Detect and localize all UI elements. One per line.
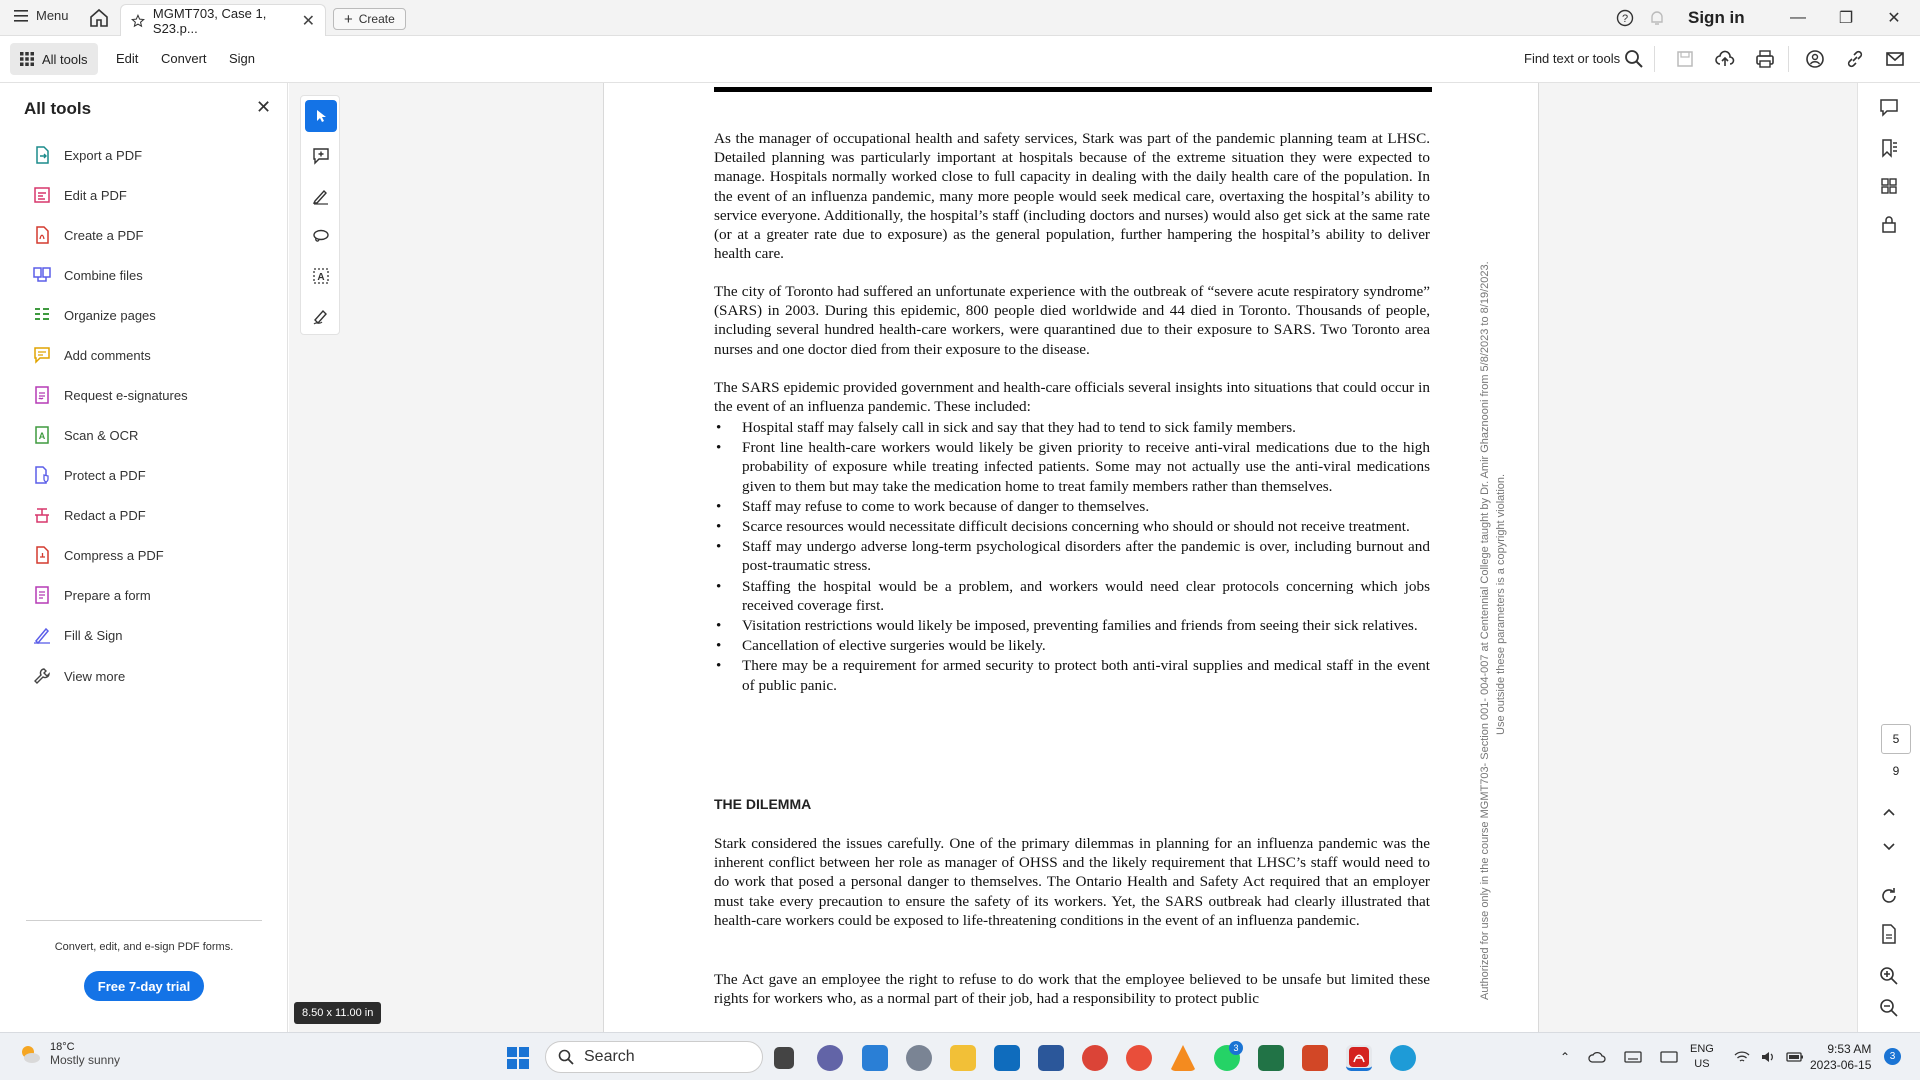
volume-icon xyxy=(1760,1050,1776,1064)
outlook-icon[interactable] xyxy=(994,1045,1020,1071)
help-icon[interactable] xyxy=(1616,9,1634,27)
temperature: 18°C xyxy=(50,1041,75,1053)
chrome-icon[interactable] xyxy=(1082,1045,1108,1071)
windows-start-icon[interactable] xyxy=(505,1045,531,1071)
tool-protect-pdf[interactable] xyxy=(32,463,146,487)
tool-label: Organize pages xyxy=(64,307,156,323)
menu-convert[interactable]: Convert xyxy=(161,51,207,66)
tool-label: Compress a PDF xyxy=(64,547,164,563)
page-number-input[interactable]: 5 xyxy=(1881,724,1911,754)
display-icon[interactable] xyxy=(1660,1050,1678,1064)
organize-pages-icon xyxy=(32,305,52,325)
clock-time: 9:53 AM xyxy=(1827,1042,1872,1056)
create-label: Create xyxy=(358,12,395,26)
all-tools-panel xyxy=(0,83,288,1033)
list-item: • Staff may undergo adverse long-term psychological disorders after the pandemic is over, including burnout and post-traumatic stress. xyxy=(714,537,1430,575)
language-code: ENG xyxy=(1690,1043,1714,1055)
tool-compress-pdf[interactable] xyxy=(32,543,164,567)
document-tab[interactable] xyxy=(120,4,326,36)
create-button[interactable] xyxy=(333,8,406,30)
redact-pdf-icon xyxy=(32,505,52,525)
view-more-link[interactable] xyxy=(32,664,125,688)
search-icon[interactable] xyxy=(1623,48,1645,70)
plus-icon: + xyxy=(344,10,353,28)
insights-list xyxy=(714,418,1430,695)
thumbnails-icon[interactable] xyxy=(1878,175,1900,197)
panel-divider xyxy=(26,920,262,921)
watermark-line-1: Authorized for use only in the course MGMT703- Section 001- 004-007 at Centennial College taught by Dr. Amir Ghaznooni from 5/8/2023 to 8/19/2023. xyxy=(1479,261,1491,1000)
partly-sunny-icon xyxy=(18,1042,42,1066)
battery-icon xyxy=(1786,1050,1804,1064)
tool-combine-files[interactable] xyxy=(32,263,143,287)
acrobat-active-icon[interactable] xyxy=(1346,1045,1372,1071)
quick-tools-strip xyxy=(300,95,340,335)
fill-sign-icon xyxy=(32,625,52,645)
zoom-in-icon[interactable] xyxy=(1878,965,1900,987)
paragraph-4: Stark considered the issues carefully. One of the primary dilemmas in planning for an influenza pandemic was the inherent conflict between her role as manager of OHSS and the likely requirement that LHSC’s staff would need to do work that posed a personal danger to themselves. The Ontario Health and Safety Act required that an employer must take every precaution to ensure the safety of its workers. Yet, the SARS outbreak had clearly illustrated that health-care workers could be exposed to life-threatening conditions in the event of an influenza pandemic. xyxy=(714,835,1430,929)
list-item: • Front line health-care workers would likely be given priority to receive anti-viral medications due to the high probability of exposure while treating infected patients. Some may not actually use the anti-viral medications given to them but may take the medication home to treat family members rather than themselves. xyxy=(714,438,1430,496)
signature-pen-icon xyxy=(312,307,330,325)
toolbar-divider xyxy=(1654,46,1655,72)
watermark-line-2: Use outside these parameters is a copyright violation. xyxy=(1495,473,1507,735)
prepare-form-icon xyxy=(32,585,52,605)
onedrive-icon[interactable] xyxy=(1588,1050,1606,1064)
select-tool-button[interactable] xyxy=(305,100,337,132)
region-code: US xyxy=(1694,1058,1710,1070)
paragraph-1: As the manager of occupational health and safety services, Stark was part of the pandemic planning team at LHSC. Detailed planning was particularly important at hospitals because of the extreme situation they were expected to manage. Hospitals normally worked close to full capacity in dealing with the daily health care of the population. In the event of an influenza pandemic, many more people would seek medical care, overtaxing the hospital’s ability to service everyone. Additionally, the hospital’s staff (including doctors and nurses) would also get sick at the same rate (or at a greater rate due to exposure) as the general population, further hampering the hospital’s ability to deliver health care. xyxy=(714,130,1430,263)
tool-label: Create a PDF xyxy=(64,227,144,243)
rotate-icon[interactable] xyxy=(1878,885,1900,907)
tab-close-icon[interactable]: ✕ xyxy=(301,12,315,30)
pdf-page xyxy=(603,83,1539,1033)
tool-label: Prepare a form xyxy=(64,587,151,603)
highlight-tool-button[interactable] xyxy=(305,180,337,212)
lock-icon[interactable] xyxy=(1878,213,1900,235)
svg-text:?: ? xyxy=(1621,13,1629,25)
add-comment-tool-button[interactable] xyxy=(305,140,337,172)
tool-add-comments[interactable] xyxy=(32,343,151,367)
request-esignatures-icon xyxy=(32,385,52,405)
tool-edit-pdf[interactable] xyxy=(32,183,127,207)
section-heading: THE DILEMMA xyxy=(714,796,812,812)
tool-export-pdf[interactable] xyxy=(32,143,142,167)
combine-files-icon xyxy=(32,265,52,285)
whatsapp-badge: 3 xyxy=(1229,1041,1243,1055)
status-icons[interactable] xyxy=(1734,1033,1804,1081)
restore-button[interactable]: ❐ xyxy=(1838,10,1854,27)
tool-organize-pages[interactable] xyxy=(32,303,156,327)
svg-text:A: A xyxy=(38,431,46,441)
free-trial-button[interactable]: Free 7-day trial xyxy=(84,971,204,1001)
page-header-rule xyxy=(714,87,1432,92)
taskbar-search[interactable] xyxy=(545,1041,763,1073)
widgets-icon[interactable] xyxy=(862,1045,888,1071)
tool-label: Edit a PDF xyxy=(64,187,127,203)
all-tools-label: All tools xyxy=(42,51,88,67)
excel-icon[interactable] xyxy=(1258,1045,1284,1071)
system-tray xyxy=(1560,1033,1678,1081)
link-icon[interactable] xyxy=(1844,48,1866,70)
wifi-icon xyxy=(1734,1050,1750,1064)
panel-title: All tools xyxy=(24,99,92,118)
sign-in-button[interactable]: Sign in xyxy=(1688,8,1745,27)
all-tools-button[interactable] xyxy=(10,43,98,75)
tool-redact-pdf[interactable] xyxy=(32,503,146,527)
sign-tool-button[interactable] xyxy=(305,300,337,332)
bookmarks-icon[interactable] xyxy=(1878,137,1900,159)
right-rail xyxy=(1857,83,1920,1033)
star-icon[interactable] xyxy=(131,13,145,29)
svg-text:A: A xyxy=(317,272,325,283)
draw-tool-button[interactable] xyxy=(305,220,337,252)
add-comments-icon xyxy=(32,345,52,365)
tool-label: Export a PDF xyxy=(64,147,143,163)
list-item: • Cancellation of elective surgeries would be likely. xyxy=(714,636,1430,655)
search-icon xyxy=(558,1049,574,1065)
task-view-icon[interactable] xyxy=(774,1047,794,1069)
protect-pdf-icon xyxy=(32,465,52,485)
print-icon[interactable] xyxy=(1754,48,1776,70)
page-view-icon[interactable] xyxy=(1878,923,1900,945)
title-bar xyxy=(0,0,1920,36)
file-explorer-icon[interactable] xyxy=(950,1045,976,1071)
menu-label: Menu xyxy=(36,8,69,23)
chevron-down-icon[interactable] xyxy=(1878,835,1900,857)
edge-icon[interactable] xyxy=(1390,1045,1416,1071)
input-language[interactable] xyxy=(1690,1042,1714,1072)
hamburger-icon xyxy=(14,10,28,22)
tool-fill-sign[interactable] xyxy=(32,623,123,647)
menu-sign[interactable]: Sign xyxy=(229,51,256,66)
find-text-button[interactable]: Find text or tools xyxy=(1524,51,1621,66)
email-icon[interactable] xyxy=(1884,48,1906,70)
save-icon[interactable] xyxy=(1674,48,1696,70)
upload-cloud-icon[interactable] xyxy=(1714,48,1736,70)
weather-condition: Mostly sunny xyxy=(50,1053,121,1067)
chevron-up-icon[interactable] xyxy=(1878,801,1900,823)
view-more-label: View more xyxy=(64,668,126,684)
menu-button[interactable] xyxy=(14,8,69,23)
tool-label: Add comments xyxy=(64,347,151,363)
menu-edit[interactable]: Edit xyxy=(116,51,139,66)
paragraph-3: The SARS epidemic provided government and health-care officials several insights into situations that could occur in the event of an influenza pandemic. These included: xyxy=(714,379,1430,416)
tab-title: MGMT703, Case 1, S23.p... xyxy=(152,5,267,36)
list-item: • Staffing the hospital would be a problem, and workers would need clear protocols concerning which jobs received coverage first. xyxy=(714,577,1430,615)
compress-pdf-icon xyxy=(32,545,52,565)
settings-icon[interactable] xyxy=(906,1045,932,1071)
wrench-icon xyxy=(32,666,52,686)
close-window-button[interactable]: ✕ xyxy=(1887,10,1901,27)
comment-plus-icon xyxy=(312,147,330,165)
grid-icon xyxy=(20,52,34,66)
tool-scan-ocr[interactable] xyxy=(32,423,138,447)
close-panel-icon[interactable]: ✕ xyxy=(256,97,272,117)
list-item: • Visitation restrictions would likely be imposed, preventing families and friends from seeing their sick relatives. xyxy=(714,616,1430,635)
tool-label: Redact a PDF xyxy=(64,507,146,523)
home-icon[interactable] xyxy=(88,7,110,29)
notification-count-badge[interactable]: 3 xyxy=(1884,1048,1901,1065)
powerpoint-icon[interactable] xyxy=(1302,1045,1328,1071)
clock-date: 2023-06-15 xyxy=(1810,1058,1872,1072)
lasso-icon xyxy=(312,227,330,245)
tool-label: Fill & Sign xyxy=(64,627,123,643)
tool-label: Request e-signatures xyxy=(64,387,188,403)
app-icon[interactable] xyxy=(1126,1045,1152,1071)
tool-label: Protect a PDF xyxy=(64,467,146,483)
acrobat-icon xyxy=(1346,1045,1372,1069)
tool-label: Combine files xyxy=(64,267,143,283)
windows-taskbar xyxy=(0,1032,1920,1080)
search-label: Search xyxy=(584,1048,635,1065)
zoom-out-icon[interactable] xyxy=(1878,997,1900,1019)
toolbar-divider xyxy=(1788,46,1789,72)
notification-bell-icon[interactable] xyxy=(1648,9,1666,27)
scan-ocr-icon xyxy=(32,425,52,445)
system-clock[interactable] xyxy=(1810,1041,1871,1073)
promo-text: Convert, edit, and e-sign PDF forms. xyxy=(54,941,234,953)
paragraph-2: The city of Toronto had suffered an unfortunate experience with the outbreak of “severe acute respiratory syndrome” (SARS) in 2003. During this epidemic, 800 people died worldwide and 44 died in Toronto. Thousands of people, including several hundred health-care workers, were quarantined due to their exposure to SARS. Two Toronto area nurses and one doctor died from their exposure to the disease. xyxy=(714,283,1430,358)
tool-prepare-form[interactable] xyxy=(32,583,151,607)
chevron-up-icon[interactable]: ⌃ xyxy=(1560,1050,1571,1064)
text-select-tool-button[interactable] xyxy=(305,260,337,292)
list-item: • Hospital staff may falsely call in sick and say that they had to tend to sick family members. xyxy=(714,418,1430,437)
minimize-button[interactable]: — xyxy=(1790,9,1806,26)
create-pdf-icon xyxy=(32,225,52,245)
page-size-label: 8.50 x 11.00 in xyxy=(294,1002,381,1024)
page-total: 9 xyxy=(1892,764,1900,778)
tool-label: Scan & OCR xyxy=(64,427,139,443)
export-pdf-icon xyxy=(32,145,52,165)
main-toolbar xyxy=(0,36,1920,83)
edit-pdf-icon xyxy=(32,185,52,205)
paragraph-5: The Act gave an employee the right to refuse to do work that the employee believed to be unsafe but limited these rights for workers who, as a normal part of their job, had a responsibility to protect public xyxy=(714,971,1430,1008)
text-box-icon xyxy=(312,267,330,285)
share-user-icon[interactable] xyxy=(1804,48,1826,70)
copyright-watermark xyxy=(1470,180,1510,1000)
keyboard-icon[interactable] xyxy=(1624,1050,1642,1064)
comments-panel-icon[interactable] xyxy=(1878,97,1900,119)
tool-request-esignatures[interactable] xyxy=(32,383,188,407)
vlc-icon[interactable] xyxy=(1170,1045,1196,1071)
weather-widget[interactable] xyxy=(18,1041,120,1067)
list-item: • Staff may refuse to come to work because of danger to themselves. xyxy=(714,497,1430,516)
list-item: • There may be a requirement for armed security to protect both anti-viral supplies and medical staff in the event of public panic. xyxy=(714,656,1430,694)
teams-icon[interactable] xyxy=(817,1045,843,1071)
word-icon[interactable] xyxy=(1038,1045,1064,1071)
tool-create-pdf[interactable] xyxy=(32,223,143,247)
pen-icon xyxy=(312,187,330,205)
cursor-arrow-icon xyxy=(313,108,329,124)
list-item: • Scarce resources would necessitate difficult decisions concerning who should or should not receive treatment. xyxy=(714,517,1430,536)
